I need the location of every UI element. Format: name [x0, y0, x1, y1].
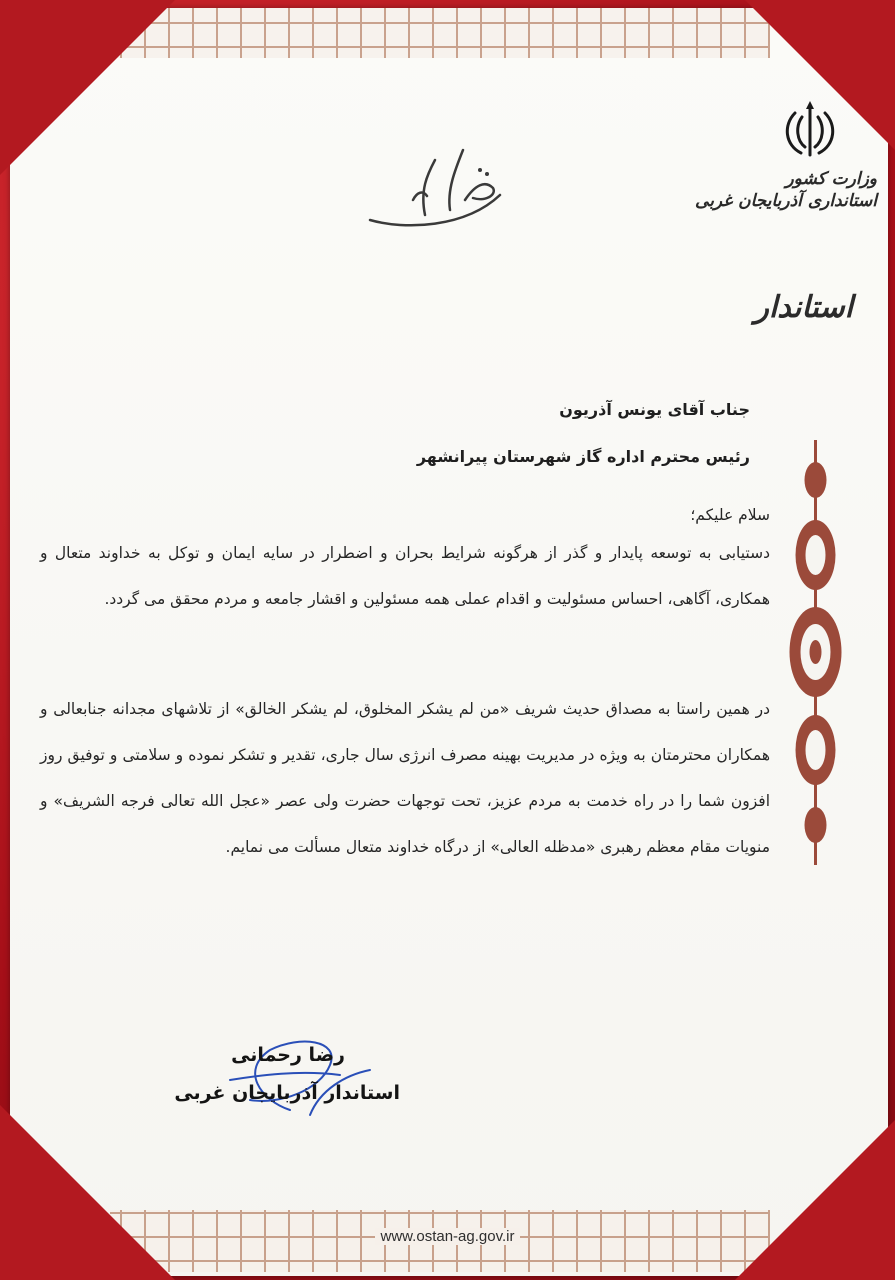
folder-corner-top-left — [0, 0, 175, 175]
ministry-name: وزارت کشور — [785, 169, 877, 189]
recipient-name: جناب آقای یونس آذریون — [559, 400, 750, 419]
governorate-name: استانداری آذربایجان غربی — [695, 191, 877, 211]
signatory-title: استاندار آذربایجان غربی — [174, 1082, 400, 1104]
iran-emblem-icon — [775, 95, 845, 165]
bismillah-calligraphy-icon — [365, 140, 510, 235]
website-link[interactable]: www.ostan-ag.gov.ir — [375, 1228, 521, 1245]
folder-corner-bottom-right — [735, 1120, 895, 1280]
top-ornamental-border — [110, 8, 770, 58]
paragraph-1: دستیابی به توسعه پایدار و گذر از هرگونه شرایط بحران و اضطرار در سایه ایمان و توکل به خداوند متعال و همکاری، آگاهی، احساس مسئولیت و اقدام عملی همه مسئولین و اقشار جامعه و مردم محقق می گردد. — [40, 544, 770, 608]
side-ornament-icon — [788, 440, 843, 865]
footer-website — [0, 1228, 895, 1245]
office-title: استاندار — [754, 290, 853, 325]
recipient-title: رئیس محترم اداره گاز شهرستان پیرانشهر — [416, 447, 750, 466]
paragraph-2: در همین راستا به مصداق حدیث شریف «من لم یشکر المخلوق، لم یشکر الخالق» از تلاشهای مجدانه جنابعالی و همکاران محترمتان به ویژه در مدیریت بهینه مصرف انرژی سال جاری، تقدیر و تشکر نموده و سلامتی و توفیق روز افزون شما را در راه خدمت به مردم عزیز، تحت توجهات حضرت ولی عصر «عجل الله تعالی فرجه الشریف» و منویات مقام معظم رهبری «مدظله العالی» از درگاه خداوند متعال مسألت می نمایم. — [40, 700, 770, 856]
signatory-name: رضا رحمانی — [231, 1044, 345, 1066]
folder-corner-bottom-left — [0, 1105, 175, 1280]
signature-block — [170, 1030, 400, 1120]
ministry-header — [677, 168, 877, 212]
greeting: سلام علیکم؛ — [690, 506, 770, 524]
